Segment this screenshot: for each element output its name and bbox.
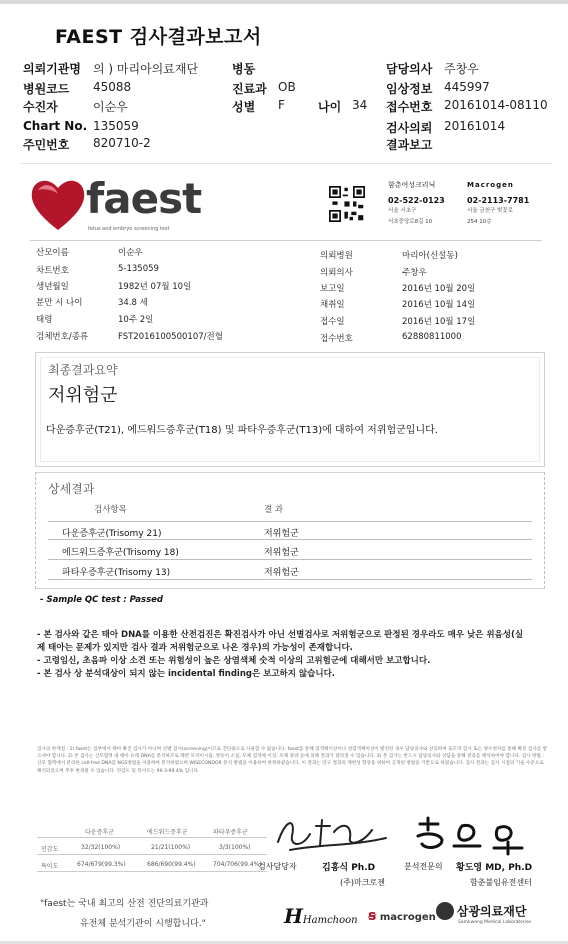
sex-label: 성별 [232, 100, 256, 114]
stat-cell: 686/690(99.4%) [147, 861, 196, 868]
clinic-contact [388, 180, 445, 228]
age-value: 34 [352, 98, 368, 112]
logo-tagline: fetus and embryo screening test [88, 226, 170, 232]
sample-qc: - Sample QC test : Passed [40, 595, 164, 605]
report-date-value: 2016년 10월 20일 [402, 284, 476, 294]
age-label: 나이 [318, 100, 342, 114]
receipt-number-value: 62880811000 [402, 332, 462, 342]
footer-quote-line-2: 유전체 분석기관이 시행합니다." [80, 919, 206, 929]
dept-value: OB [278, 80, 296, 94]
gestation-value: 10주 2일 [118, 315, 154, 325]
ssn-value: 820710-2 [93, 136, 151, 150]
samkwang-mark-icon [436, 902, 454, 920]
draw-date-value: 2016년 10월 14일 [402, 300, 476, 310]
stat-cell: 32/32(100%) [81, 844, 121, 851]
clinic-name: 함춘여성크리닉 [388, 181, 436, 189]
notes [37, 629, 549, 681]
specimen-label: 검체번호/종류 [36, 332, 89, 342]
mother-name-value: 이순우 [118, 248, 143, 258]
chart-number-label: 차트번호 [36, 266, 69, 276]
birth-date-value: 1982년 07월 10일 [118, 282, 192, 292]
detail-results-box [35, 472, 545, 589]
sex-value: F [278, 98, 285, 112]
request-label: 검사의뢰 [386, 121, 433, 135]
summary-text: 다운증후군(T21), 에드워드증후군(T18) 및 파타우증후군(T13)에 대하여 저위험군입니다. [46, 425, 438, 436]
qr-code-icon [329, 186, 365, 222]
clinic-address-1: 서울 서초구 [388, 208, 417, 214]
macrogen-name: Macrogen [467, 181, 514, 189]
stat-col-3: 파타우증후군 [213, 829, 248, 836]
detail-result: 저위험군 [264, 568, 299, 578]
detail-title: 상세결과 [48, 482, 95, 496]
report-label: 결과보고 [386, 138, 433, 152]
summary-risk: 저위험군 [48, 385, 118, 406]
specialist-label: 분석전문의 [404, 862, 443, 871]
clinical-value: 445997 [444, 80, 490, 94]
stat-row-2-label: 특이도 [41, 863, 59, 870]
requesting-doctor-label: 의뢰의사 [320, 268, 353, 278]
ward-label: 병동 [232, 62, 256, 76]
clinic-phone: 02-522-0123 [388, 196, 445, 205]
receipt-date-label: 접수일 [320, 317, 345, 327]
stat-cell: 704/706(99.4%) [213, 861, 262, 868]
note-line: 제 태아는 문제가 있지만 검사 결과 저위험군으로 나온 경우)의 가능성이 존재합니다. [37, 643, 353, 653]
receipt-value: 20161014-08110 [444, 98, 548, 112]
receipt-number-label: 접수번호 [320, 334, 353, 344]
gestation-label: 태령 [36, 315, 53, 325]
specialist-org: 함춘불임유전센터 [470, 878, 532, 887]
patient-label: 수진자 [23, 100, 58, 114]
institution-label: 의뢰기관명 [23, 62, 81, 76]
requesting-hospital-value: 마리아(신설동) [402, 251, 458, 261]
detail-item: 다운증후군(Trisomy 21) [62, 529, 162, 539]
logo-wordmark: faest [86, 174, 202, 223]
ssn-label: 주민번호 [23, 138, 70, 152]
macrogen-mark-icon: ꞩ [368, 908, 377, 924]
clinical-label: 임상정보 [386, 82, 433, 96]
examiner-label: 검사담당자 [258, 862, 297, 871]
chart-label: Chart No. [23, 119, 88, 133]
report-sheet [20, 163, 552, 937]
table-row [48, 541, 532, 560]
chart-value: 135059 [93, 119, 139, 133]
final-summary-box [35, 352, 545, 467]
receipt-date-value: 2016년 10월 17일 [402, 317, 476, 327]
mother-name-label: 산모이름 [36, 248, 69, 258]
table-row [48, 561, 532, 580]
report-date-label: 보고일 [320, 284, 345, 294]
note-line: - 본 검사와 같은 태아 DNA를 이용한 산전검진은 확진검사가 아닌 선별검사로 저위험군으로 판정된 경우라도 매우 낮은 위음성(실 [37, 630, 524, 640]
detail-result: 저위험군 [264, 529, 299, 539]
detail-item: 에드워드증후군(Trisomy 18) [62, 548, 179, 558]
clinic-address-2: 서초중앙로8길 10 [388, 219, 433, 225]
request-value: 20161014 [444, 119, 506, 133]
specialist-signature-icon [412, 814, 532, 856]
macrogen-address-2: 254 10층 [467, 219, 492, 225]
top-rule [0, 0, 568, 4]
stat-col-2: 에드워드증후군 [147, 829, 188, 836]
doctor-label: 담당의사 [386, 62, 433, 76]
examiner-name: 김홍식 Ph.D [322, 863, 376, 873]
examiner-org: (주)마크로젠 [340, 878, 385, 887]
note-line: - 본 검사 상 분석대상이 되지 않는 incidental finding은 보고하지 않습니다. [37, 669, 336, 679]
examiner-signature-icon [272, 812, 392, 854]
footer-quote [40, 894, 208, 934]
detail-col-result: 결 과 [264, 505, 284, 515]
stat-col-1: 다운증후군 [85, 829, 114, 836]
detail-result: 저위험군 [264, 548, 299, 558]
heart-logo-icon [28, 172, 88, 236]
hospital-code-value: 45088 [93, 80, 132, 94]
samkwang-logo: 삼광의료재단 Samkwang Medical Laboratories [436, 902, 531, 925]
chart-number-value: 5-135059 [118, 264, 159, 274]
macrogen-logo: ꞩ macrogen [368, 908, 436, 924]
patient-value: 이순우 [93, 100, 128, 114]
macrogen-contact [467, 180, 529, 228]
draw-date-label: 채취일 [320, 300, 345, 310]
stat-cell: 3/3(100%) [219, 844, 251, 851]
detail-col-item: 검사항목 [94, 505, 127, 515]
footer-quote-line-1: "faest는 국내 최고의 산전 진단의료기관과 [40, 899, 209, 909]
dept-label: 진료과 [232, 82, 267, 96]
requesting-hospital-label: 의뢰병원 [320, 251, 353, 261]
detail-item: 파타우증후군(Trisomy 13) [62, 568, 171, 578]
hamchoon-logo: HHamchoon [284, 904, 358, 928]
macrogen-phone: 02-2113-7781 [467, 196, 530, 205]
stat-cell: 21/21(100%) [151, 844, 191, 851]
fine-print: 검사의 한계점 : 1) faest는 임부에서 태아 확진 검사가 아니며 선별 검사(screening)이므로 진단용으로 사용할 수 없습니다. faest를 통해 염색체이상이나 성염색체이상이 발견된 경우 담당의사와 상의하여 융모막 검사 또는 양수천자를 통해 확진 검사를 받으셔야 합니다. 2) 본 검사는 산모혈액 내 태아 유래 DNA를 분석하므로 태반 모자이시즘, 쌍둥이 소실, 모체 염색체 이상, 모체 종양 등에 의해 결과가 달라질 수 있습니다. 3) 본 검사는 반드시 담당의사와 상담을 통해 결과를 해석하여야 합니다. 검사 방법 : 산모 혈액에서 분리한 cell-free DNA를 NGS방법을 이용하여 분석하였으며 WISECONDOR 분석 방법을 이용하여 판정하였습니다. 이 결과는 연구 결과의 재현성 향상을 위하여 공개된 방법을 기반으로 하였습니다. 검사 결과는 검사 시점의 기술 수준으로 해석되었으며 추후 변경될 수 있습니다. 민감도 및 특이도는 99.3-99.4% 입니다. [37, 747, 548, 774]
doctor-value: 주창우 [444, 62, 479, 76]
stat-row-1-label: 민감도 [41, 846, 59, 853]
requesting-doctor-value: 주창우 [402, 268, 427, 278]
note-line: - 고령임신, 초음파 이상 소견 또는 위험성이 높은 상염색체 숫적 이상의 고위험군에 대해서만 보고합니다. [37, 656, 431, 666]
delivery-age-value: 34.8 세 [118, 298, 148, 308]
specimen-value: FST2016100500107/전혈 [118, 332, 223, 342]
delivery-age-label: 분만 시 나이 [36, 298, 83, 308]
institution-value: 의 ) 마리아의료재단 [93, 62, 199, 76]
sheet-divider [30, 240, 542, 241]
faest-logo [28, 170, 202, 240]
stat-cell: 674/679(99.3%) [77, 861, 126, 868]
macrogen-address-1: 서울 금천구 벚꽃로 [467, 208, 514, 214]
table-row [48, 521, 532, 540]
document-title: FAEST 검사결과보고서 [55, 26, 262, 48]
birth-date-label: 생년월일 [36, 282, 69, 292]
receipt-label: 접수번호 [386, 100, 433, 114]
specialist-name: 황도영 MD, Ph.D [456, 863, 533, 873]
hospital-code-label: 병원코드 [23, 82, 70, 96]
summary-title: 최종결과요약 [48, 363, 118, 377]
